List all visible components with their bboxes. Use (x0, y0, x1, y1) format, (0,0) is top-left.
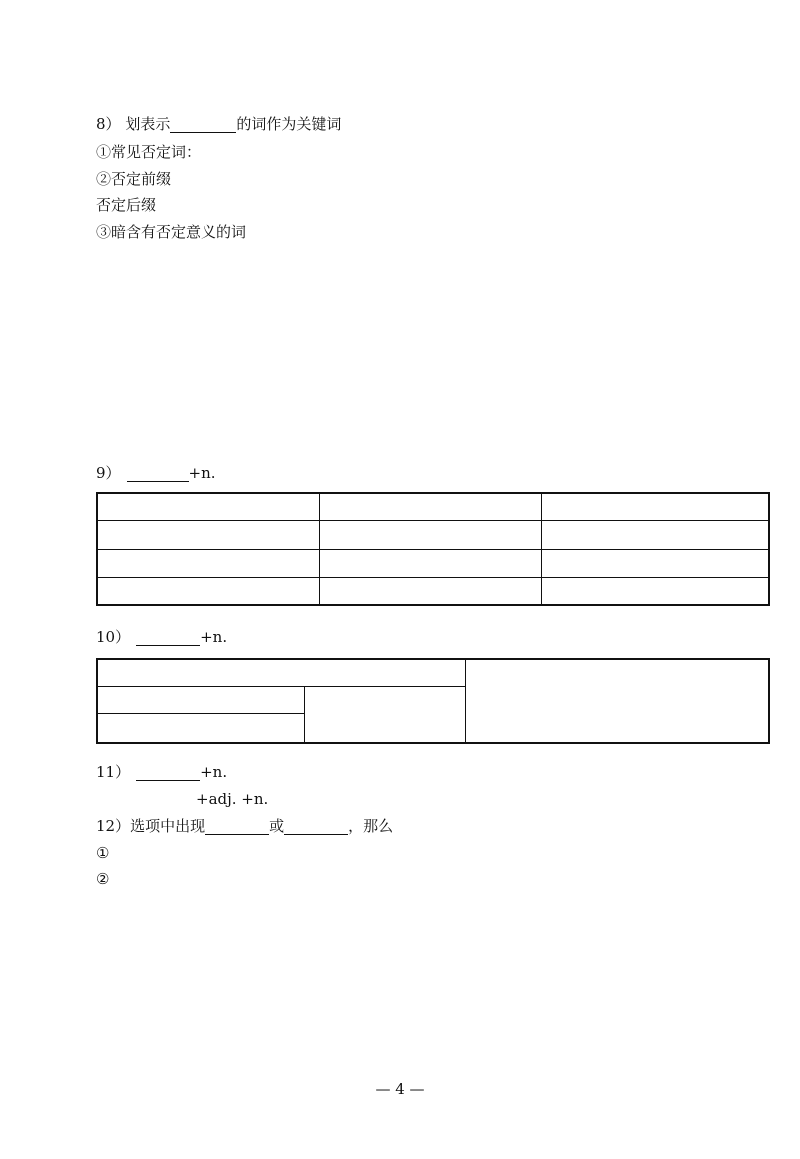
q12-item-1: ① (96, 844, 110, 862)
q8-item-3: 否定后缀 (96, 196, 157, 214)
q10-number: 10） (96, 628, 131, 646)
q9-number: 9） (96, 464, 121, 482)
q9-cell[interactable] (320, 520, 542, 549)
q12-suffix: ，那么 (348, 817, 394, 835)
q10-blank[interactable] (136, 631, 200, 646)
q11-heading (96, 763, 227, 781)
q8-blank[interactable] (170, 118, 236, 133)
q10-cell[interactable] (305, 686, 466, 743)
q12-mid: 或 (269, 817, 285, 835)
q10-cell[interactable] (466, 659, 770, 743)
q10-cell[interactable] (97, 686, 305, 713)
q9-cell[interactable] (320, 493, 542, 520)
q9-cell[interactable] (542, 520, 770, 549)
q8-prefix: 划表示 (125, 115, 171, 133)
q8-number: 8） (96, 115, 121, 133)
q12-heading (96, 817, 393, 835)
q9-cell[interactable] (542, 577, 770, 605)
page-number: — 4 — (375, 1080, 425, 1098)
q9-cell[interactable] (542, 549, 770, 577)
q12-blank-1[interactable] (205, 820, 269, 835)
q9-cell[interactable] (320, 549, 542, 577)
q10-cell[interactable] (97, 713, 305, 743)
q9-cell[interactable] (542, 493, 770, 520)
q12-prefix: 选项中出现 (130, 817, 206, 835)
q12-blank-2[interactable] (284, 820, 348, 835)
q8-suffix: 的词作为关键词 (236, 115, 342, 133)
q11-line2: +adj. +n. (196, 790, 269, 808)
q9-cell[interactable] (320, 577, 542, 605)
q9-cell[interactable] (97, 549, 320, 577)
q11-number: 11） (96, 763, 131, 781)
q9-blank[interactable] (127, 467, 189, 482)
q9-heading (96, 464, 216, 482)
q12-number: 12） (96, 817, 131, 835)
q9-cell[interactable] (97, 493, 320, 520)
q8-heading (96, 115, 341, 133)
q8-item-4: ③暗含有否定意义的词 (96, 223, 247, 241)
q11-suffix: +n. (200, 763, 228, 781)
q10-suffix: +n. (200, 628, 228, 646)
q12-item-2: ② (96, 870, 110, 888)
q9-table (96, 492, 770, 606)
q9-cell[interactable] (97, 520, 320, 549)
q10-table (96, 658, 770, 744)
q8-item-1: ①常见否定词： (96, 143, 202, 161)
q10-heading (96, 628, 227, 646)
q10-cell[interactable] (97, 659, 466, 686)
q8-item-2: ②否定前缀 (96, 170, 172, 188)
q9-suffix: +n. (188, 464, 216, 482)
q11-blank[interactable] (136, 766, 200, 781)
q9-cell[interactable] (97, 577, 320, 605)
